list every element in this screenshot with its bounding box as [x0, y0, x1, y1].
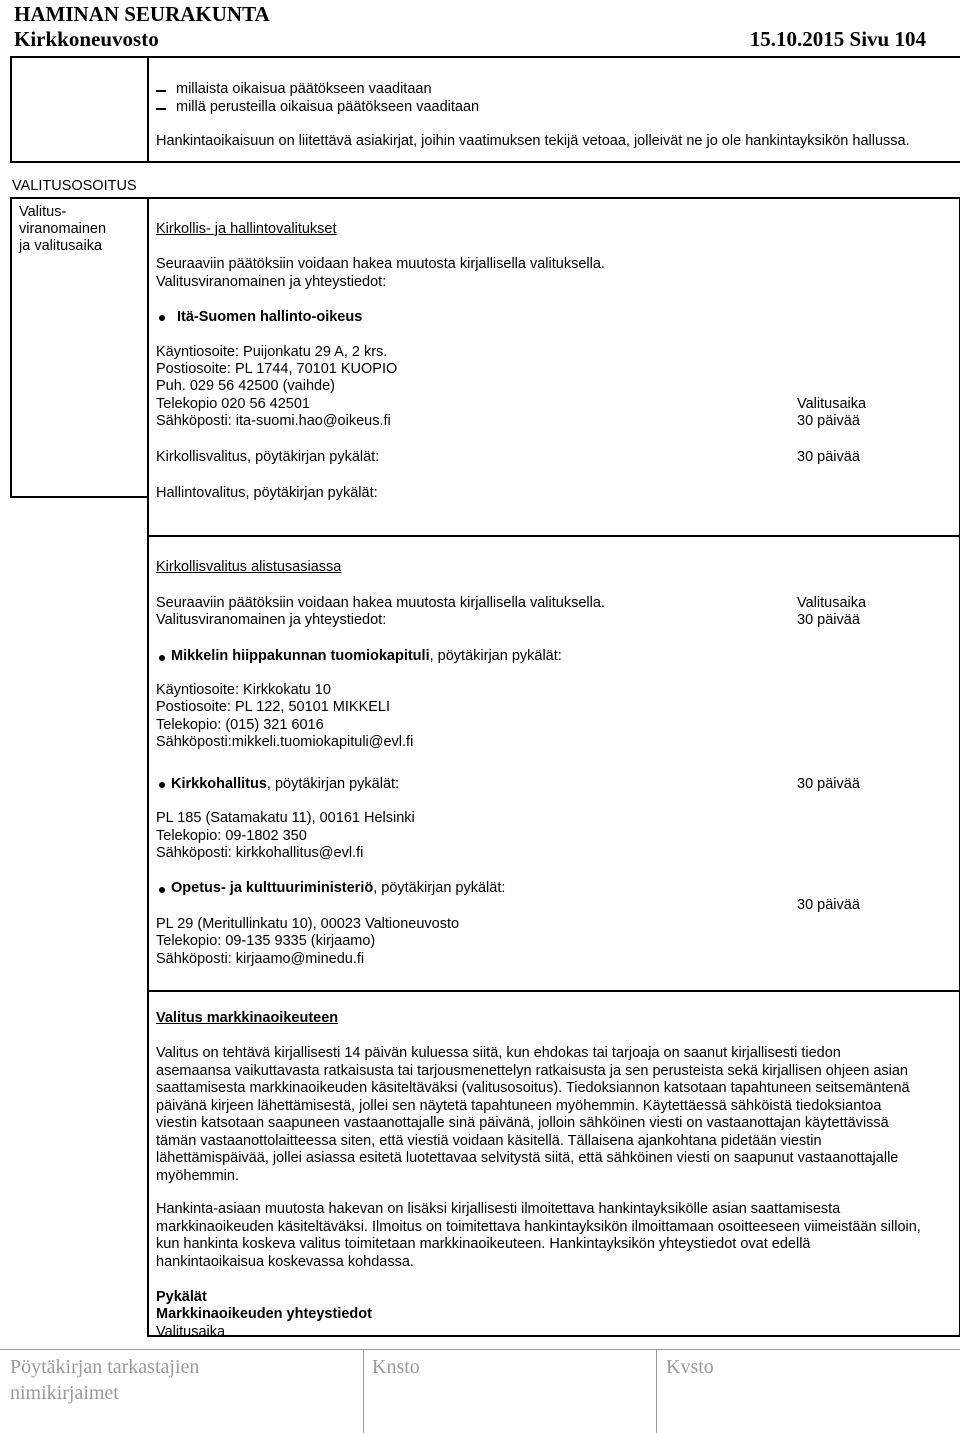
footer-kvsto-label: Kvsto [666, 1356, 714, 1378]
contact-line: Puh. 029 56 42500 (vaihde) [156, 378, 335, 394]
footer-top-border [0, 1349, 960, 1350]
contact-line: Käyntiosoite: Puijonkatu 29 A, 2 krs. [156, 344, 388, 360]
authority-name: Itä-Suomen hallinto-oikeus [177, 309, 363, 325]
top-box-col-divider [147, 56, 149, 163]
dash-bullet [156, 108, 166, 110]
contact-line: Telekopio: (015) 321 6016 [156, 717, 324, 733]
contact-line: Telekopio 020 56 42501 [156, 396, 310, 412]
date-page: 15.10.2015 Sivu 104 [749, 27, 926, 51]
authority-suffix: , pöytäkirjan pykälät: [373, 880, 506, 896]
footer-knsto-label: Knsto [372, 1356, 420, 1378]
authority-name: Opetus- ja kulttuuriministeriö [171, 880, 374, 896]
document-body-name: Kirkkoneuvosto [14, 27, 159, 51]
alistus-intro: Seuraaviin päätöksiin voidaan hakea muutosta kirjallisella valituksella. [156, 595, 605, 611]
dash-bullet [156, 90, 166, 92]
kirkollis-heading: Kirkollis- ja hallintovalitukset [156, 221, 337, 237]
section-title: VALITUSOSOITUS [12, 178, 137, 194]
appeal-table-left-border [10, 197, 12, 498]
authority-entry [171, 880, 505, 898]
contact-line: Postiosoite: PL 122, 50101 MIKKELI [156, 699, 391, 715]
valitusaika-label: Valitusaika [797, 595, 867, 611]
contact-line: Sähköposti: kirkkohallitus@evl.fi [156, 845, 364, 861]
authority-entry [171, 776, 399, 794]
authority-suffix: , pöytäkirjan pykälät: [266, 776, 400, 792]
bullet-icon [159, 315, 165, 321]
contact-line: Käyntiosoite: Kirkkokatu 10 [156, 682, 331, 698]
valitusaika-label: Valitusaika [797, 396, 867, 412]
organization-name: HAMINAN SEURAKUNTA [14, 2, 270, 26]
dash-item: millaista oikaisua päätökseen vaaditaan [176, 81, 432, 97]
kirkollis-intro: Seuraaviin päätöksiin voidaan hakea muutosta kirjallisella valituksella. [156, 256, 605, 272]
kirkollisvalitus-line: Kirkollisvalitus, pöytäkirjan pykälät: [156, 449, 380, 465]
authority-name: Kirkkohallitus [171, 776, 267, 792]
markkinaoikeus-contact-label: Markkinaoikeuden yhteystiedot [156, 1306, 372, 1322]
section-divider-2 [147, 990, 960, 992]
authority-name: Mikkelin hiippakunnan tuomiokapituli [171, 648, 430, 664]
markkina-heading: Valitus markkinaoikeuteen [156, 1010, 339, 1026]
alistus-heading: Kirkollisvalitus alistusasiassa [156, 559, 342, 575]
bullet-icon [159, 887, 165, 893]
appeal-table-bottom-border [147, 1335, 960, 1337]
kirkollisvalitus-days: 30 päivää [797, 449, 860, 465]
dash-item: millä perusteilla oikaisua päätökseen vaaditaan [176, 99, 480, 115]
top-box-bottom-border [10, 161, 960, 163]
contact-line: Postiosoite: PL 1744, 70101 KUOPIO [156, 361, 398, 377]
footer-signers-label: Pöytäkirjan tarkastajien nimikirjaimet [10, 1356, 200, 1404]
authority-suffix: , pöytäkirjan pykälät: [429, 648, 562, 664]
valitusaika-label: Valitusaika [156, 1324, 226, 1340]
attachments-note: Hankintaoikaisuun on liitettävä asiakirjat, joihin vaatimuksen tekijä vetoaa, jolleivät ne jo ole hankintayksikön hallussa. [156, 133, 910, 149]
markkina-paragraph: Hankinta-asiaan muutosta hakevan on lisäksi kirjallisesti ilmoitettava hankintayksikölle asian saattamisesta markkinaoikeuden käsiteltäväksi. Ilmoitus on toimitettava hankintayksikön ilmoittamaan osoitteeseen viimeistään silloin, kun hankinta koskeva valitus toimitetaan markkinaoikeuteen. Hankintayksikön yhteystiedot ovat edellä hankintaoikaisua koskevassa kohdassa. [156, 1201, 921, 1270]
bullet-icon [159, 655, 165, 661]
contact-line: PL 29 (Meritullinkatu 10), 00023 Valtioneuvosto [156, 916, 460, 932]
valitusaika-value: 30 päivää [797, 413, 860, 429]
alistus-intro-authority: Valitusviranomainen ja yhteystiedot: [156, 612, 387, 628]
contact-line: Sähköposti: kirjaamo@minedu.fi [156, 951, 365, 967]
left-col-label: Valitus- [19, 204, 67, 220]
hallintovalitus-line: Hallintovalitus, pöytäkirjan pykälät: [156, 485, 378, 501]
authority-days: 30 päivää [797, 776, 860, 792]
left-col-label: ja valitusaika [19, 238, 103, 254]
contact-line: Sähköposti:mikkeli.tuomiokapituli@evl.fi [156, 734, 414, 750]
left-col-bottom-border [10, 496, 149, 498]
bullet-icon [159, 782, 165, 788]
footer-divider [363, 1349, 364, 1433]
appeal-table-top-border [10, 197, 960, 199]
left-col-label: viranomainen [19, 221, 107, 237]
authority-days: 30 päivää [797, 897, 860, 913]
valitusaika-value: 30 päivää [797, 612, 860, 628]
contact-line: Telekopio: 09-135 9335 (kirjaamo) [156, 933, 376, 949]
authority-entry [171, 648, 562, 666]
pykalat-label: Pykälät [156, 1289, 207, 1305]
contact-line: Telekopio: 09-1802 350 [156, 828, 307, 844]
contact-line: PL 185 (Satamakatu 11), 00161 Helsinki [156, 810, 415, 826]
kirkollis-intro-authority: Valitusviranomainen ja yhteystiedot: [156, 274, 387, 290]
markkina-paragraph: Valitus on tehtävä kirjallisesti 14 päivän kuluessa siitä, kun ehdokas tai tarjoaja on saanut kirjallisesti tiedon asemaansa vaikuttavasta ratkaisusta tai tarjousmenettelyn ratkaisusta ja sen perusteista sekä kirjallisen ohjeen asian saattamisesta markkinaoikeuden käsiteltäväksi (valitusosoitus). Tiedoksiannon katsotaan tapahtuneen seitsemäntenä päivänä kirjeen lähettämisestä, jollei sen näytetä tapahtuneen myöhemmin. Käytettäessä sähköistä tiedoksiantoa viestin katsotaan saapuneen vastaanottajalle sinä päivänä, jolloin sähköinen viesti on vastaanottajan käytettävissä tämän vastaanottolaitteessa siten, että viestiä voidaan käsitellä. Tällaisena ajankohtana pidetään viestin lähettämispäivää, jollei asiassa esitetä luotettavaa selvitystä siitä, että sähköinen viesti on saapunut vastaanottajalle myöhemmin. [156, 1045, 910, 1184]
top-box-border [10, 56, 960, 58]
appeal-table-col-divider [147, 197, 149, 1337]
footer-divider [656, 1349, 657, 1433]
top-box-left-border [10, 56, 12, 163]
contact-line: Sähköposti: ita-suomi.hao@oikeus.fi [156, 413, 391, 429]
section-divider-1 [147, 535, 960, 537]
